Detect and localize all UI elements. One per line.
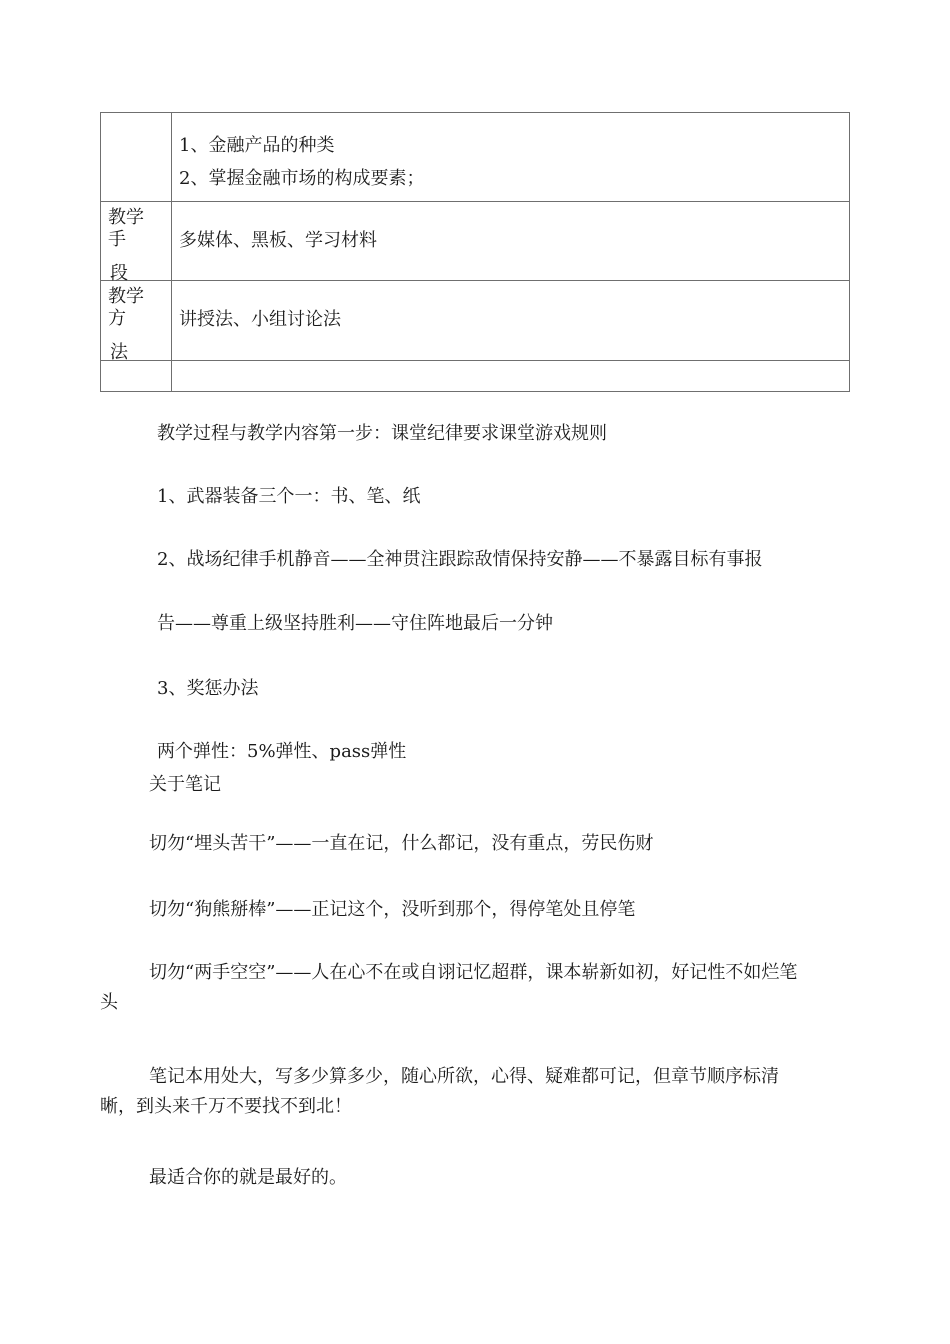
methods-value: 讲授法、小组讨论法 xyxy=(179,309,341,330)
table-cell-empty xyxy=(172,361,850,392)
table-row xyxy=(101,361,850,392)
conclusion: 最适合你的就是最好的。 xyxy=(149,1167,347,1188)
note-3: 切勿“两手空空”——人在心不在或自诩记忆超群，课本崭新如初，好记性不如烂笔头 xyxy=(100,962,798,1013)
methods-label-part: 教学 xyxy=(108,286,144,307)
rule-item-2-line2: 告——尊重上级坚持胜利——守住阵地最后一分钟 xyxy=(157,613,553,634)
table-row xyxy=(101,281,850,361)
table-cell-empty xyxy=(101,361,172,392)
note-4: 笔记本用处大，写多少算多少，随心所欲，心得、疑难都可记，但章节顺序标清晰，到头来千万不要找不到北！ xyxy=(100,1066,779,1117)
methods-label-part: 法 xyxy=(110,342,128,363)
table-row xyxy=(101,113,850,202)
rule-item-1: 1、武器装备三个一：书、笔、纸 xyxy=(157,486,421,507)
objective-item: 2、掌握金融市场的构成要素； xyxy=(179,168,425,189)
means-label-part: 手 xyxy=(108,229,126,250)
notes-title: 关于笔记 xyxy=(149,774,221,795)
note-2: 切勿“狗熊掰棒”——正记这个，没听到那个，得停笔处且停笔 xyxy=(149,899,636,920)
objectives-cell xyxy=(172,113,850,202)
process-title: 教学过程与教学内容第一步：课堂纪律要求课堂游戏规则 xyxy=(157,423,607,444)
methods-label-part: 方 xyxy=(108,308,126,329)
lesson-plan-table xyxy=(100,112,850,392)
objective-item: 1、金融产品的种类 xyxy=(179,135,335,156)
means-label-part: 段 xyxy=(110,263,128,284)
note-1: 切勿“埋头苦干”——一直在记，什么都记，没有重点，劳民伤财 xyxy=(149,833,654,854)
methods-value-cell xyxy=(172,281,850,361)
elastic-rule: 两个弹性：5%弹性、pass弹性 xyxy=(157,741,407,762)
rule-item-3: 3、奖惩办法 xyxy=(157,678,259,699)
means-label-part: 教学 xyxy=(108,207,144,228)
means-label-cell xyxy=(101,202,172,284)
rule-item-2-line1: 2、战场纪律手机静音——全神贯注跟踪敌情保持安静——不暴露目标有事报 xyxy=(157,549,763,570)
table-row xyxy=(101,202,850,281)
means-value: 多媒体、黑板、学习材料 xyxy=(179,230,377,251)
table-cell-empty xyxy=(101,113,172,202)
means-value-cell xyxy=(172,202,850,281)
methods-label-cell xyxy=(101,281,172,361)
